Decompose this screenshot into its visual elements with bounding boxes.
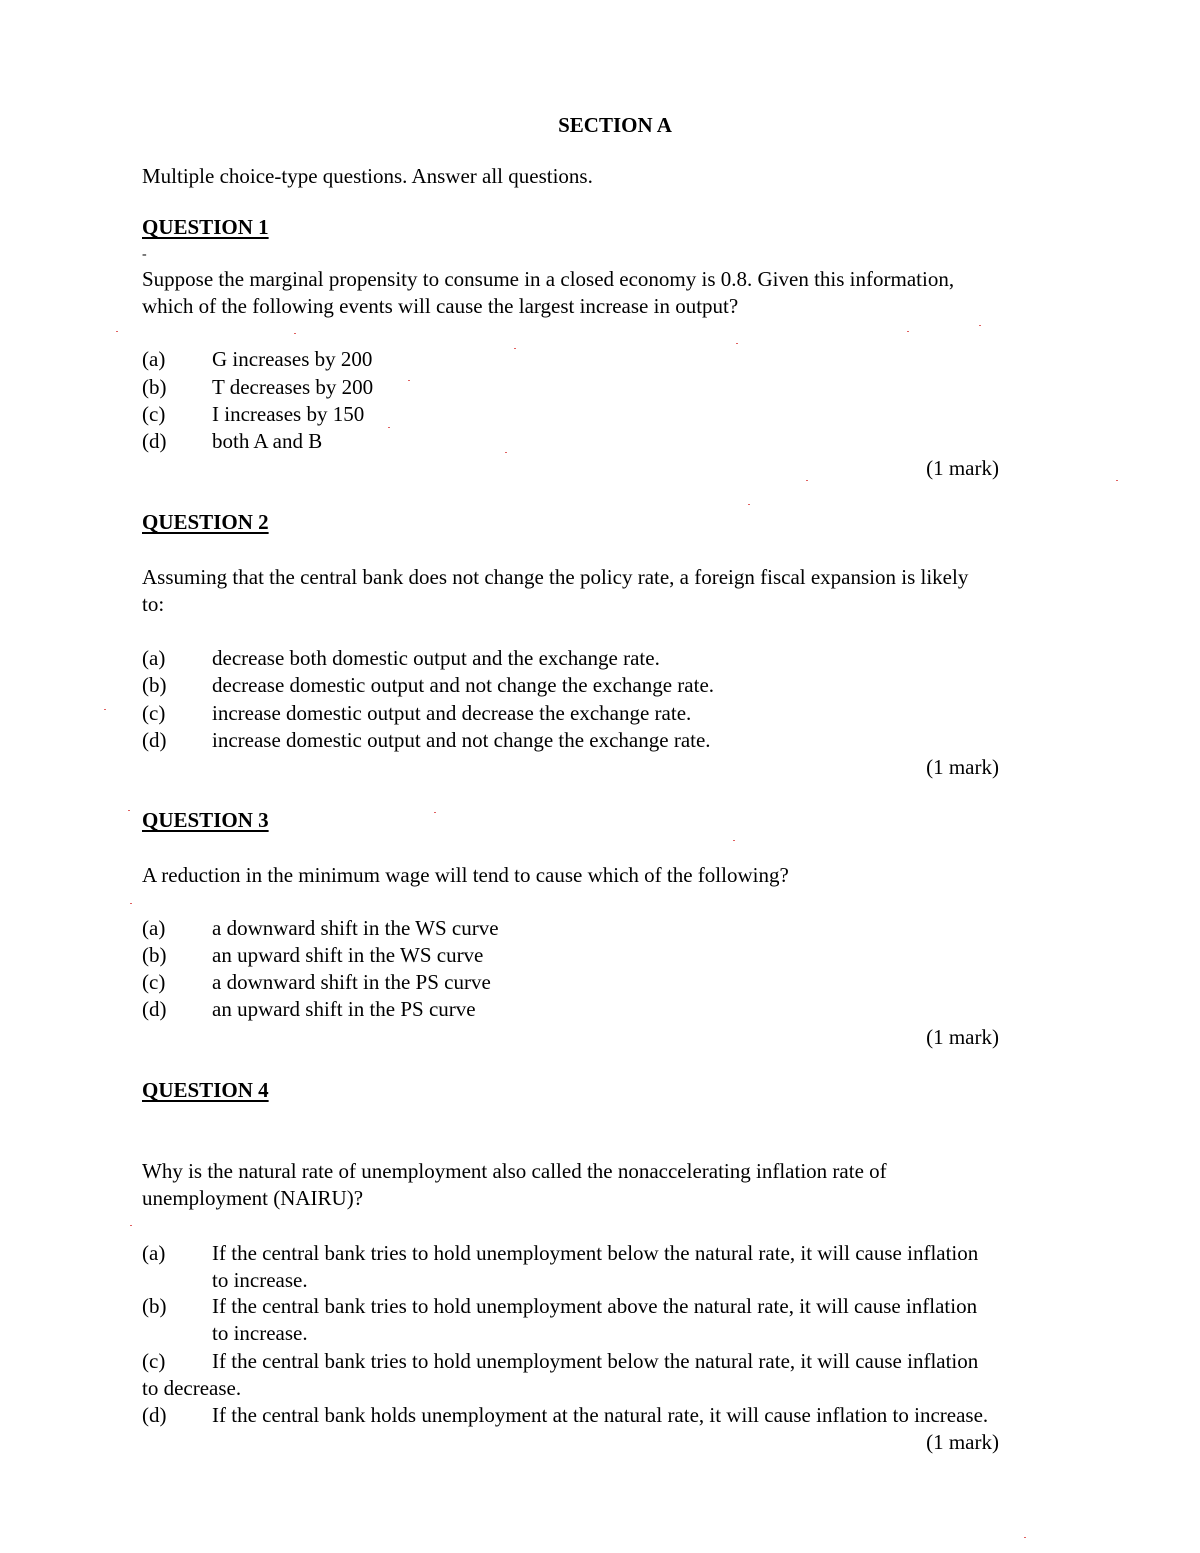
instructions: Multiple choice-type questions. Answer all questions.: [142, 164, 593, 188]
question-2-option-d-letter: (d): [142, 728, 167, 752]
question-1-option-d-text: both A and B: [212, 429, 323, 453]
question-3-stem-line-1: A reduction in the minimum wage will tend to cause which of the following?: [142, 863, 789, 887]
question-2-heading: QUESTION 2: [142, 510, 269, 534]
scan-speck: [1116, 480, 1118, 481]
question-1-stem-line-1: Suppose the marginal propensity to consume in a closed economy is 0.8. Given this information,: [142, 267, 955, 291]
question-2-option-c-text: increase domestic output and decrease the exchange rate.: [212, 701, 692, 725]
question-1-option-a-letter: (a): [142, 347, 166, 371]
question-2-option-b-text: decrease domestic output and not change the exchange rate.: [212, 673, 715, 697]
question-1-stem-line-2: which of the following events will cause the largest increase in output?: [142, 294, 739, 318]
scan-speck: [748, 504, 750, 505]
question-4-stem-line-1: Why is the natural rate of unemployment also called the nonaccelerating inflation rate of: [142, 1159, 887, 1183]
question-4-mark: (1 mark): [926, 1430, 999, 1454]
question-2-mark: (1 mark): [926, 755, 999, 779]
question-3-mark: (1 mark): [926, 1025, 999, 1049]
question-1-option-c-letter: (c): [142, 402, 166, 426]
scan-speck: [806, 480, 808, 481]
question-4-option-d-line-1: If the central bank holds unemployment at the natural rate, it will cause inflation to increase.: [212, 1403, 989, 1427]
question-2-stem-line-2: to:: [142, 592, 165, 616]
question-2-option-c-letter: (c): [142, 701, 166, 725]
question-3-option-d-letter: (d): [142, 997, 167, 1021]
question-4-option-d-letter: (d): [142, 1403, 167, 1427]
question-4-option-a-letter: (a): [142, 1241, 166, 1265]
scan-speck: [505, 452, 507, 453]
question-4-option-c-letter: (c): [142, 1349, 166, 1373]
scan-speck: [116, 331, 118, 332]
question-3-option-c-text: a downward shift in the PS curve: [212, 970, 491, 994]
question-2-option-d-text: increase domestic output and not change the exchange rate.: [212, 728, 711, 752]
scan-speck: [128, 810, 130, 811]
scan-speck: [907, 331, 909, 332]
question-1-heading: QUESTION 1: [142, 215, 269, 239]
question-4-heading: QUESTION 4: [142, 1078, 269, 1102]
question-2-option-a-text: decrease both domestic output and the exchange rate.: [212, 646, 660, 670]
scan-speck: [294, 333, 296, 334]
question-3-option-b-text: an upward shift in the WS curve: [212, 943, 484, 967]
scan-speck: [130, 1225, 132, 1226]
question-1-option-d-letter: (d): [142, 429, 167, 453]
question-1-option-a-text: G increases by 200: [212, 347, 373, 371]
question-3-option-a-text: a downward shift in the WS curve: [212, 916, 499, 940]
question-2-stem-line-1: Assuming that the central bank does not change the policy rate, a foreign fiscal expansion is likely: [142, 565, 969, 589]
question-4-option-c-line-1: If the central bank tries to hold unemployment below the natural rate, it will cause inflation: [212, 1349, 979, 1373]
scan-speck: [434, 812, 436, 813]
scan-speck: [104, 709, 106, 710]
question-4-option-a-line-2: to increase.: [212, 1268, 308, 1292]
scan-speck: [408, 380, 410, 381]
question-3-heading: QUESTION 3: [142, 808, 269, 832]
section-title: SECTION A: [558, 113, 672, 137]
question-3-option-d-text: an upward shift in the PS curve: [212, 997, 476, 1021]
scan-speck: [388, 427, 390, 428]
scan-speck: [1024, 1537, 1026, 1538]
question-1-mark: (1 mark): [926, 456, 999, 480]
question-4-option-a-line-1: If the central bank tries to hold unemployment below the natural rate, it will cause inflation: [212, 1241, 979, 1265]
question-1-option-b-text: T decreases by 200: [212, 375, 374, 399]
question-4-option-b-line-1: If the central bank tries to hold unemployment above the natural rate, it will cause inflation: [212, 1294, 978, 1318]
question-2-option-a-letter: (a): [142, 646, 166, 670]
question-4-stem-line-2: unemployment (NAIRU)?: [142, 1186, 364, 1210]
question-1-option-c-text: I increases by 150: [212, 402, 365, 426]
question-1-option-b-letter: (b): [142, 375, 167, 399]
scan-speck: [979, 325, 981, 326]
stray-dash: -: [142, 247, 147, 262]
scan-speck: [514, 348, 516, 349]
scan-speck: [733, 840, 735, 841]
question-3-option-b-letter: (b): [142, 943, 167, 967]
question-4-option-b-line-2: to increase.: [212, 1321, 308, 1345]
question-4-option-c-line-2: to decrease.: [142, 1376, 242, 1400]
question-4-option-b-letter: (b): [142, 1294, 167, 1318]
question-3-option-c-letter: (c): [142, 970, 166, 994]
question-3-option-a-letter: (a): [142, 916, 166, 940]
question-2-option-b-letter: (b): [142, 673, 167, 697]
scan-speck: [736, 343, 738, 344]
scan-speck: [130, 903, 132, 904]
